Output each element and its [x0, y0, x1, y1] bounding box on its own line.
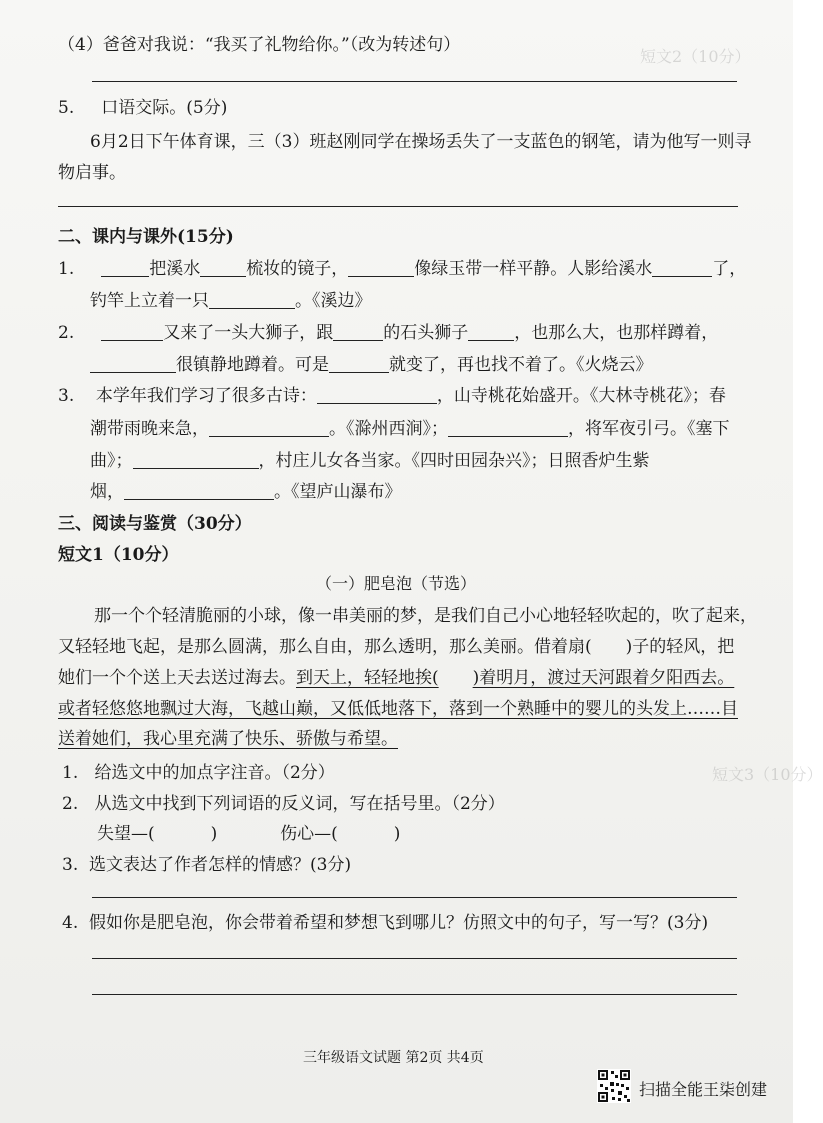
- q4-text: 爸爸对我说：“我买了礼物给你。”（改为转述句）: [102, 35, 461, 55]
- fill-blank[interactable]: [101, 322, 163, 341]
- s2-q1-number: 1.: [58, 259, 75, 279]
- passage-underlined: 到天上，轻轻地挨(: [296, 668, 439, 688]
- fill-blank[interactable]: [348, 258, 414, 277]
- s2-q3-text: 。《滁州西涧》；: [329, 419, 448, 439]
- fill-blank[interactable]: [209, 418, 329, 437]
- fill-blank[interactable]: [90, 354, 176, 373]
- s2-q1-text: 把溪水: [149, 259, 201, 279]
- s2-q2-text: 就变了，再也找不着了。《火烧云》: [389, 355, 653, 375]
- passage-line: [58, 667, 734, 689]
- s2-q1-text: 梳妆的镜子，: [246, 259, 349, 279]
- answer-line[interactable]: [92, 81, 737, 82]
- fill-blank[interactable]: [329, 354, 389, 373]
- s3-q1-number: 1.: [62, 763, 79, 783]
- s2-q1-text: 。《溪边》: [295, 291, 372, 311]
- paren: (: [148, 824, 155, 844]
- s2-q2-text: ，也那么大，也那样蹲着，: [514, 323, 719, 343]
- s2-q1-line2: [90, 290, 372, 312]
- answer-line[interactable]: [58, 206, 738, 207]
- passage-text: 又轻轻地飞起，是那么圆满，那么自由，那么透明，那么美丽。借着扇(: [58, 637, 592, 657]
- s2-q3-text: ，村庄儿女各当家。《四时田园杂兴》；日照香炉生紫: [258, 451, 650, 471]
- qr-code-icon: [597, 1069, 631, 1103]
- s2-q2-text: 很镇静地蹲着。可是: [176, 355, 329, 375]
- fill-blank[interactable]: [209, 290, 295, 309]
- s3-q2-text: 从选文中找到下列词语的反义词，写在括号里。（2分）: [94, 794, 505, 814]
- q4-number: （4）: [58, 35, 103, 55]
- s2-q2-text: 的石头狮子: [383, 323, 469, 343]
- q5-prompt: 物启事。: [58, 163, 126, 183]
- fill-blank[interactable]: [468, 322, 514, 341]
- s3-q4-number: 4.: [62, 913, 79, 933]
- s3-q1-text: 给选文中的加点字注音。（2分）: [94, 763, 335, 783]
- answer-line[interactable]: [92, 897, 737, 898]
- section-2-title: 二、课内与课外(15分): [58, 227, 234, 247]
- s2-q1-line1: [58, 258, 746, 280]
- s3-q4: [62, 912, 708, 934]
- s2-q2-line1: [58, 322, 718, 344]
- q5-title: 口语交际。(5分): [101, 98, 228, 118]
- s2-q2-line2: [90, 354, 653, 376]
- s2-q3-line2: [90, 418, 730, 440]
- passage-line: 送着她们，我心里充满了快乐、骄傲与希望。: [58, 729, 398, 749]
- paren: ): [393, 824, 401, 844]
- bleed-through-text: 短文2（10分）: [640, 47, 751, 66]
- passage-text: 她们一个个送上天去送过海去。: [58, 668, 296, 688]
- s3-q3-text: 选文表达了作者怎样的情感？(3分): [89, 855, 352, 875]
- s2-q3-text: 。《望庐山瀑布》: [274, 482, 402, 502]
- s2-q3-text: 潮带雨晚来急，: [90, 419, 209, 439]
- paren: ): [210, 824, 218, 844]
- answer-line[interactable]: [92, 994, 737, 995]
- s2-q3-line4: [90, 481, 402, 503]
- fill-blank[interactable]: [133, 450, 259, 469]
- page-footer: 三年级语文试题 第2页 共4页: [303, 1050, 484, 1066]
- s2-q1-text: 钓竿上立着一只: [90, 291, 209, 311]
- fill-blank[interactable]: [124, 481, 274, 500]
- passage-underlined: )着明月，渡过天河跟着夕阳西去。: [472, 668, 735, 688]
- s3-q3-number: 3.: [62, 855, 79, 875]
- passage-line: 或者轻悠悠地飘过大海，飞越山巅，又低低地落下，落到一个熟睡中的婴儿的头发上……目: [58, 699, 738, 719]
- s2-q3-number: 3.: [58, 386, 75, 406]
- fill-blank[interactable]: [652, 258, 712, 277]
- s2-q2-text: 又来了一头大狮子，跟: [163, 323, 334, 343]
- s3-q3: [62, 854, 351, 876]
- q5-header: [58, 97, 227, 119]
- passage-title: （一）肥皂泡（节选）: [316, 574, 477, 593]
- s2-q1-text: 像绿玉带一样平静。人影给溪水: [414, 259, 653, 279]
- s3-q2-number: 2.: [62, 794, 79, 814]
- s2-q3-text: ，将军夜引弓。《塞下: [568, 419, 730, 439]
- q5-prompt: 6月2日下午体育课，三（3）班赵刚同学在操场丢失了一支蓝色的钢笔，请为他写一则寻: [90, 132, 752, 152]
- paren: (: [331, 824, 338, 844]
- section-3-title: 三、阅读与鉴赏（30分）: [58, 514, 252, 534]
- antonym-word: 伤心—: [280, 824, 332, 844]
- passage-text: )子的轻风，把: [625, 637, 735, 657]
- answer-line[interactable]: [92, 958, 737, 959]
- s2-q3-line1: [58, 385, 726, 407]
- short-text-1-title: 短文1（10分）: [58, 545, 179, 565]
- fill-blank[interactable]: [333, 322, 383, 341]
- q4-line: [58, 34, 460, 56]
- fill-blank[interactable]: [101, 258, 149, 277]
- bleed-through-text: 短文3（10分）: [712, 765, 823, 784]
- passage-line: 那一个个轻清脆丽的小球，像一串美丽的梦，是我们自己小心地轻轻吹起的，吹了起来，: [94, 606, 757, 626]
- s2-q3-line3: [90, 450, 650, 472]
- s3-q1: [62, 762, 335, 784]
- fill-blank[interactable]: [317, 385, 437, 404]
- s2-q3-text: 烟，: [90, 482, 124, 502]
- antonym-word: 失望—: [97, 824, 148, 844]
- fill-blank[interactable]: [200, 258, 246, 277]
- passage-line: [58, 636, 734, 658]
- s2-q3-text: 本学年我们学习了很多古诗：: [95, 386, 317, 406]
- s2-q1-text: 了，: [712, 259, 747, 279]
- s3-q2: [62, 793, 505, 815]
- scanner-watermark: 扫描全能王柒创建: [639, 1080, 768, 1099]
- s2-q2-number: 2.: [58, 323, 75, 343]
- q5-number: 5.: [58, 98, 75, 118]
- s3-q4-text: 假如你是肥皂泡，你会带着希望和梦想飞到哪儿？仿照文中的句子，写一写？(3分): [89, 913, 709, 933]
- s2-q3-text: ，山寺桃花始盛开。《大林寺桃花》；春: [436, 386, 726, 406]
- s2-q3-text: 曲》；: [90, 451, 133, 471]
- s3-q2-words: [97, 823, 400, 845]
- fill-blank[interactable]: [448, 418, 568, 437]
